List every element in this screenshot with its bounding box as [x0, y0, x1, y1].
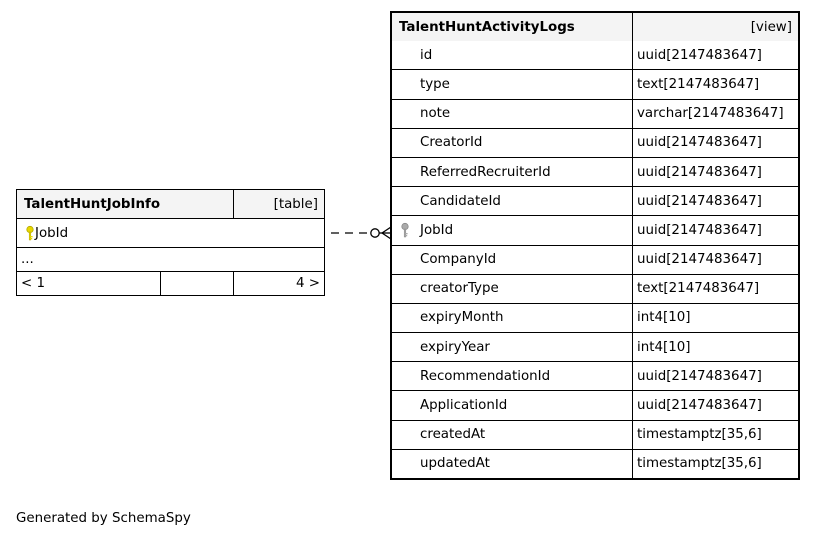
column-label: ReferredRecruiterId: [420, 164, 551, 180]
table-row[interactable]: [392, 99, 798, 128]
column-name[interactable]: [392, 216, 633, 245]
column-type: uuid[2147483647]: [633, 157, 799, 186]
more-columns: ...: [17, 248, 325, 272]
column-label: JobId: [35, 225, 69, 241]
table-kind: [view]: [633, 13, 799, 41]
pager-next[interactable]: 4 >: [234, 272, 325, 296]
column-name[interactable]: [392, 303, 633, 332]
column-name[interactable]: [392, 449, 633, 478]
table-row[interactable]: [392, 274, 798, 303]
column-label: createdAt: [420, 427, 486, 443]
column-type: uuid[2147483647]: [633, 187, 799, 216]
column-label: CompanyId: [420, 252, 497, 268]
table-row[interactable]: [392, 391, 798, 420]
column-type: varchar[2147483647]: [633, 99, 799, 128]
column-label: RecommendationId: [420, 368, 551, 384]
column-type: text[2147483647]: [633, 70, 799, 99]
pager-prev[interactable]: < 1: [17, 272, 161, 296]
table-row[interactable]: [392, 41, 798, 70]
column-type: int4[10]: [633, 303, 799, 332]
column-type: int4[10]: [633, 333, 799, 362]
table-row[interactable]: [392, 303, 798, 332]
column-label: type: [420, 76, 450, 92]
table-row[interactable]: [392, 362, 798, 391]
table-row[interactable]: [392, 333, 798, 362]
column-type: uuid[2147483647]: [633, 245, 799, 274]
table-row[interactable]: [392, 216, 798, 245]
column-type: timestamptz[35,6]: [633, 420, 799, 449]
column-type: uuid[2147483647]: [633, 216, 799, 245]
column-label: CandidateId: [420, 193, 501, 209]
column-name[interactable]: [392, 333, 633, 362]
column-type: uuid[2147483647]: [633, 362, 799, 391]
column-type: timestamptz[35,6]: [633, 449, 799, 478]
table-grid: [392, 13, 798, 478]
table-row[interactable]: [392, 245, 798, 274]
column-name[interactable]: [392, 70, 633, 99]
column-name[interactable]: [392, 362, 633, 391]
foreign-key-icon: [400, 222, 410, 238]
table-row[interactable]: [392, 187, 798, 216]
column-label: updatedAt: [420, 456, 490, 472]
footer-credit: Generated by SchemaSpy: [16, 511, 191, 526]
table-row[interactable]: [392, 128, 798, 157]
table-row[interactable]: [392, 449, 798, 478]
column-type: uuid[2147483647]: [633, 41, 799, 70]
column-label: expiryYear: [420, 339, 490, 355]
column-type: uuid[2147483647]: [633, 128, 799, 157]
column-label: creatorType: [420, 281, 499, 297]
column-label: note: [420, 106, 451, 122]
column-name[interactable]: [392, 274, 633, 303]
table-row[interactable]: [392, 157, 798, 186]
column-name[interactable]: [392, 391, 633, 420]
column-name[interactable]: [392, 420, 633, 449]
column-name[interactable]: [392, 99, 633, 128]
table-talenthuntactivitylogs[interactable]: [390, 11, 800, 480]
column-type: uuid[2147483647]: [633, 391, 799, 420]
column-label: CreatorId: [420, 135, 483, 151]
column-name[interactable]: [392, 187, 633, 216]
column-name[interactable]: [392, 245, 633, 274]
table-title[interactable]: TalentHuntJobInfo: [17, 190, 234, 219]
table-row[interactable]: [392, 420, 798, 449]
column-label: JobId: [420, 222, 454, 238]
zero-marker: [371, 229, 379, 237]
table-title[interactable]: TalentHuntActivityLogs: [392, 13, 633, 41]
column-type: text[2147483647]: [633, 274, 799, 303]
table-kind: [table]: [234, 190, 325, 219]
column-label: id: [420, 47, 433, 63]
column-label: ApplicationId: [420, 398, 508, 414]
table-row[interactable]: [392, 70, 798, 99]
column-name[interactable]: [392, 157, 633, 186]
column-name[interactable]: [392, 41, 633, 70]
column-label: expiryMonth: [420, 310, 504, 326]
column-name[interactable]: [392, 128, 633, 157]
table-header: [392, 13, 798, 41]
